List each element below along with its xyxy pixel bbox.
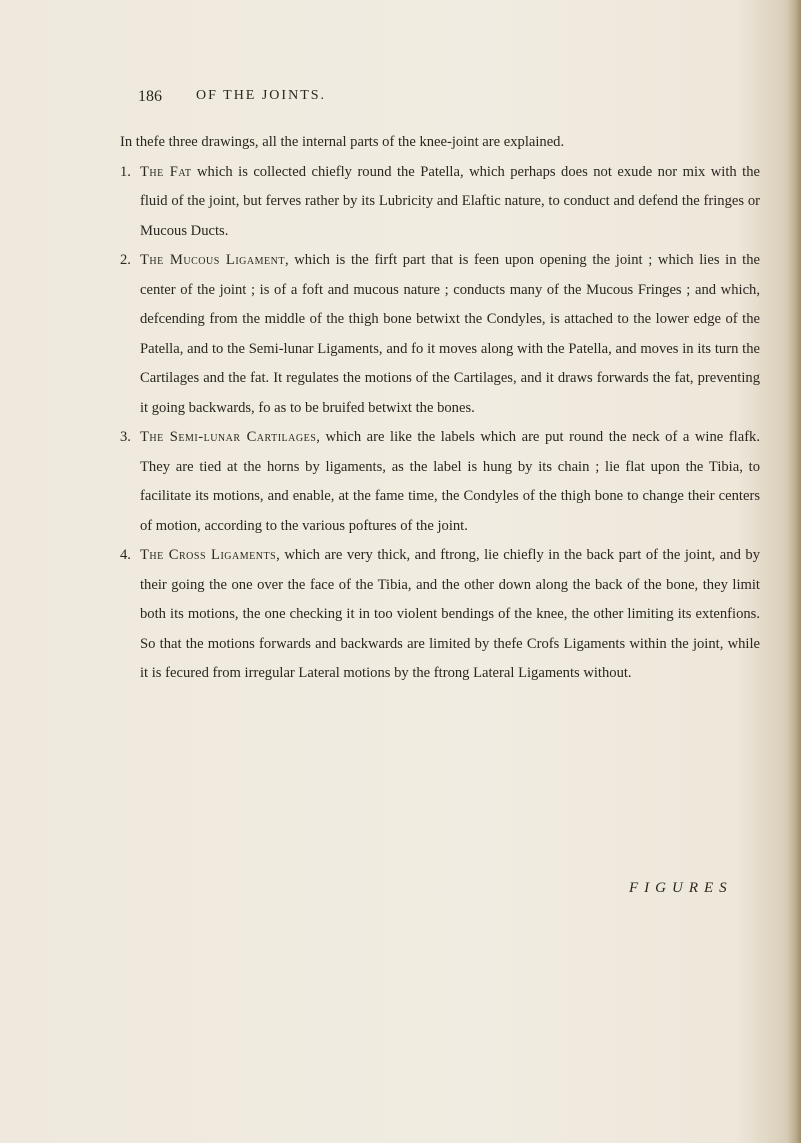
running-title: OF THE JOINTS. <box>196 88 327 103</box>
item-term: The Mucous Ligament <box>140 252 285 268</box>
item-text: , which is the firft part that is feen upon opening the joint ; which lies in the center of the joint ; is of a foft and mucous nature ; conducts many of the Mucous Fringes ; and which, defcending from the middle of the thigh bone betwixt the Condyles, is attached to the lower edge of the Patella, and to the Semi-lunar Ligaments, and fo it moves along with the Patella, and moves in its turn the Cartilages and the fat. It regulates the motions of the Cartilages, and it draws forwards the fat, preventing it going backwards, fo as to be bruifed betwixt the bones. <box>140 252 760 416</box>
item-number: 3. <box>120 429 131 445</box>
list-item <box>120 423 760 541</box>
item-term: The Semi-lunar Cartilages <box>140 429 317 445</box>
item-term: The Cross Ligaments <box>140 547 277 563</box>
item-text: which is collected chiefly round the Patella, which perhaps does not exude nor mix with the fluid of the joint, but ferves rather by its Lubricity and Elaftic nature, to conduct and defend the fringes or Mucous Ducts. <box>140 163 760 239</box>
item-body <box>140 541 760 689</box>
item-term: The Fat <box>140 163 192 180</box>
list-item <box>120 246 760 423</box>
item-text: , which are like the labels which are put round the neck of a wine flafk. They are tied at the horns by ligaments, as the label is hung by its chain ; lie flat upon the Tibia, to facilitate its motions, and enable, at the fame time, the Condyles of the thigh bone to change their centers of motion, according to the various poftures of the joint. <box>140 429 760 534</box>
list-item <box>120 158 760 247</box>
item-number: 4. <box>120 547 131 563</box>
page-edge-shadow <box>787 0 801 1143</box>
body-text <box>120 128 760 689</box>
item-body <box>140 246 760 423</box>
item-number: 1. <box>120 163 131 180</box>
item-text: , which are very thick, and ftrong, lie chiefly in the back part of the joint, and by their going the one over the face of the Tibia, and the other down along the back of the bone, they limit both its motions, the one checking it in too violent bendings of the knee, the other limiting its extenfions. So that the motions forwards and backwards are limited by thefe Crofs Ligaments within the joint, while it is fecured from irregular Lateral motions by the ftrong Lateral Ligaments without. <box>140 547 761 681</box>
list-item <box>120 541 760 689</box>
item-number: 2. <box>120 252 131 268</box>
catchword: FIGURES <box>629 880 733 896</box>
page-number: 186 <box>138 88 162 105</box>
item-body <box>140 423 760 541</box>
item-body <box>140 158 760 247</box>
intro-paragraph: In thefe three drawings, all the internal parts of the knee-joint are explained. <box>120 134 565 150</box>
